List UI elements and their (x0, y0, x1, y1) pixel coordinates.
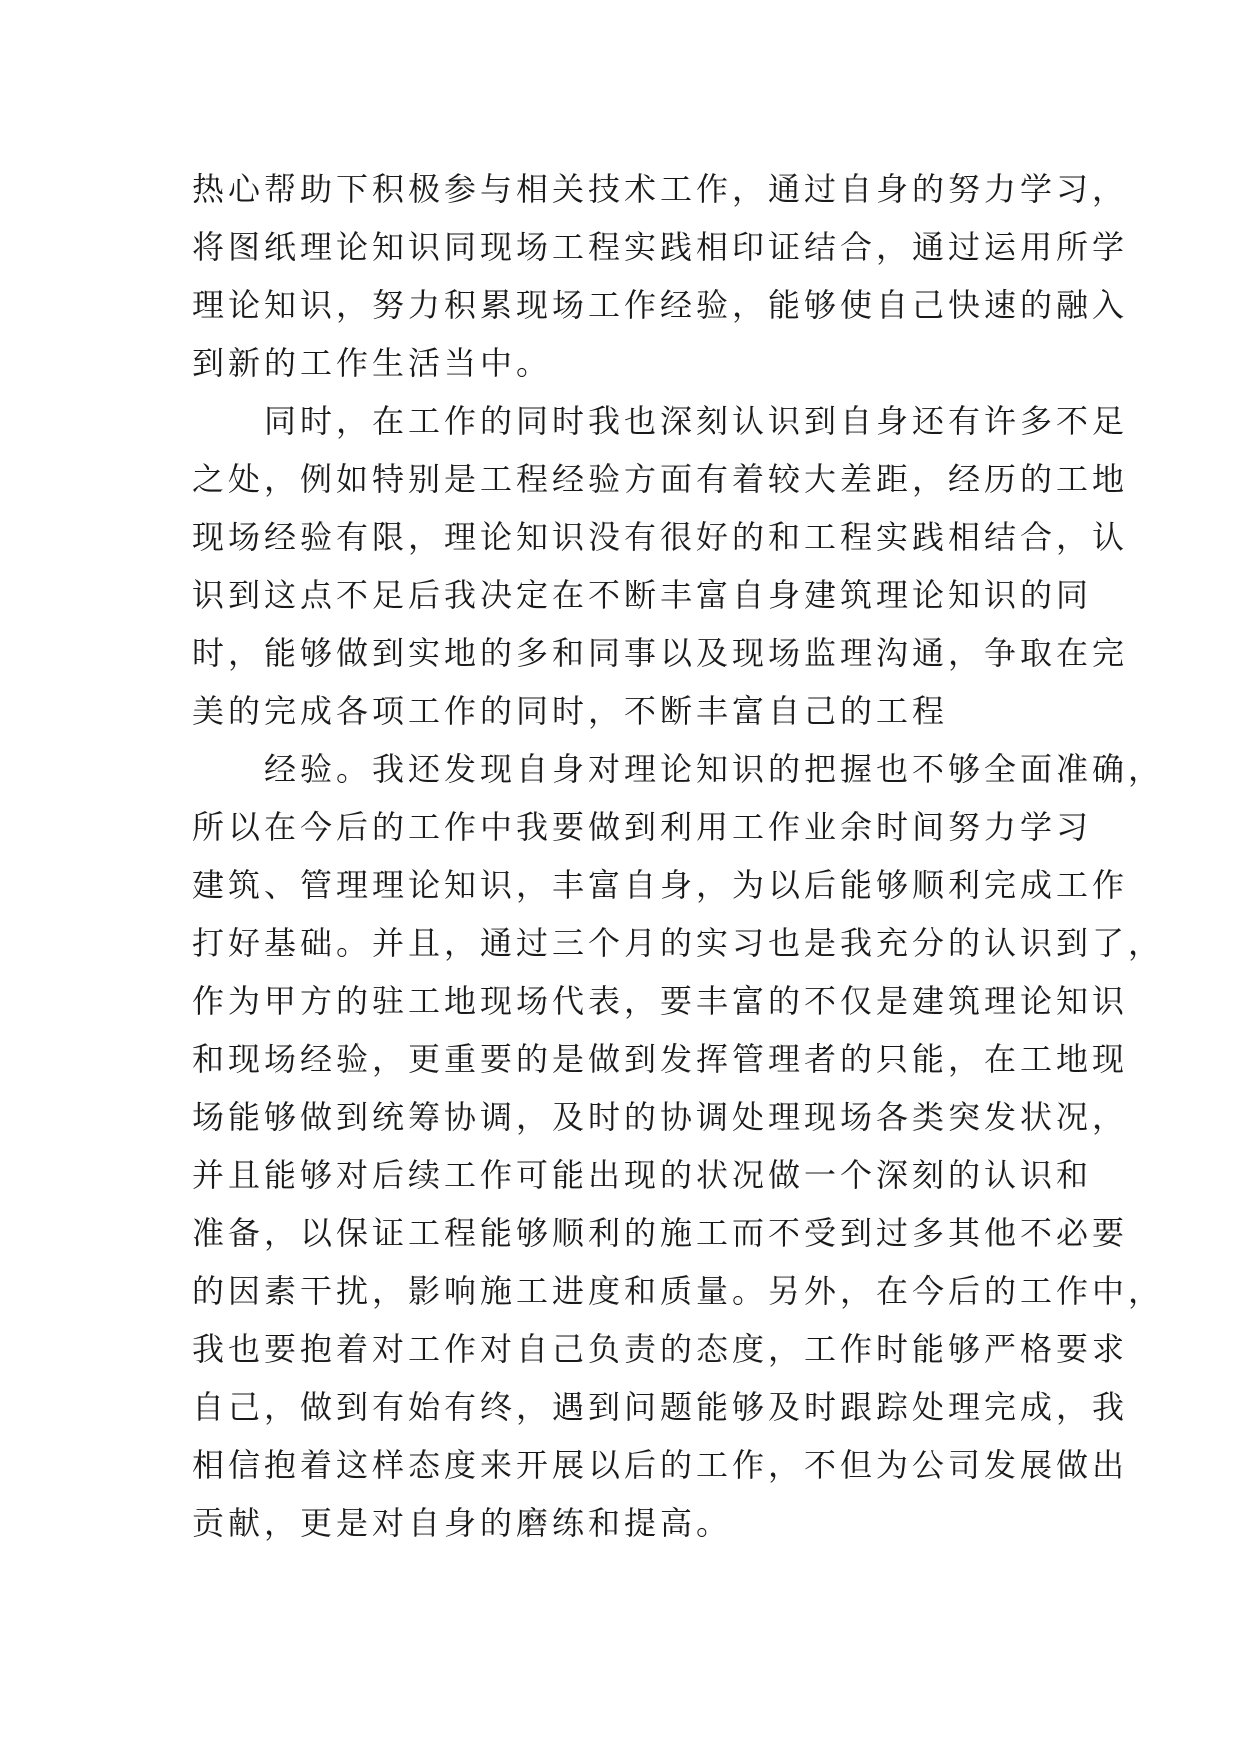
text-line: 相信抱着这样态度来开展以后的工作，不但为公司发展做出 (192, 1446, 1129, 1484)
text-line: 并且能够对后续工作可能出现的状况做一个深刻的认识和 (192, 1156, 1093, 1194)
paragraph-first-line: 同时，在工作的同时我也深刻认识到自身还有许多不足 (264, 402, 1129, 440)
paragraph-first-line: 经验。我还发现自身对理论知识的把握也不够全面准确， (264, 750, 1165, 788)
text-line: 所以在今后的工作中我要做到利用工作业余时间努力学习 (192, 808, 1093, 846)
text-line: 到新的工作生活当中。 (192, 344, 553, 382)
text-line: 理论知识，努力积累现场工作经验，能够使自己快速的融入 (192, 286, 1129, 324)
text-line: 热心帮助下积极参与相关技术工作，通过自身的努力学习， (192, 170, 1129, 208)
text-line: 打好基础。并且，通过三个月的实习也是我充分的认识到了， (192, 924, 1165, 962)
text-line: 识到这点不足后我决定在不断丰富自身建筑理论知识的同 (192, 576, 1093, 614)
text-line: 将图纸理论知识同现场工程实践相印证结合，通过运用所学 (192, 228, 1129, 266)
text-line: 的因素干扰，影响施工进度和质量。另外，在今后的工作中， (192, 1272, 1165, 1310)
text-line: 现场经验有限，理论知识没有很好的和工程实践相结合，认 (192, 518, 1129, 556)
text-line: 自己，做到有始有终，遇到问题能够及时跟踪处理完成，我 (192, 1388, 1129, 1426)
text-line: 和现场经验，更重要的是做到发挥管理者的只能，在工地现 (192, 1040, 1129, 1078)
text-line: 美的完成各项工作的同时，不断丰富自己的工程 (192, 692, 949, 730)
text-line: 之处，例如特别是工程经验方面有着较大差距，经历的工地 (192, 460, 1129, 498)
text-line: 贡献，更是对自身的磨练和提高。 (192, 1504, 733, 1542)
text-line: 准备，以保证工程能够顺利的施工而不受到过多其他不必要 (192, 1214, 1129, 1252)
text-line: 建筑、管理理论知识，丰富自身，为以后能够顺利完成工作 (192, 866, 1129, 904)
text-line: 我也要抱着对工作对自己负责的态度，工作时能够严格要求 (192, 1330, 1129, 1368)
document-body (192, 160, 1165, 1552)
text-line: 时，能够做到实地的多和同事以及现场监理沟通，争取在完 (192, 634, 1129, 672)
text-line: 作为甲方的驻工地现场代表，要丰富的不仅是建筑理论知识 (192, 982, 1129, 1020)
text-line: 场能够做到统筹协调，及时的协调处理现场各类突发状况， (192, 1098, 1129, 1136)
